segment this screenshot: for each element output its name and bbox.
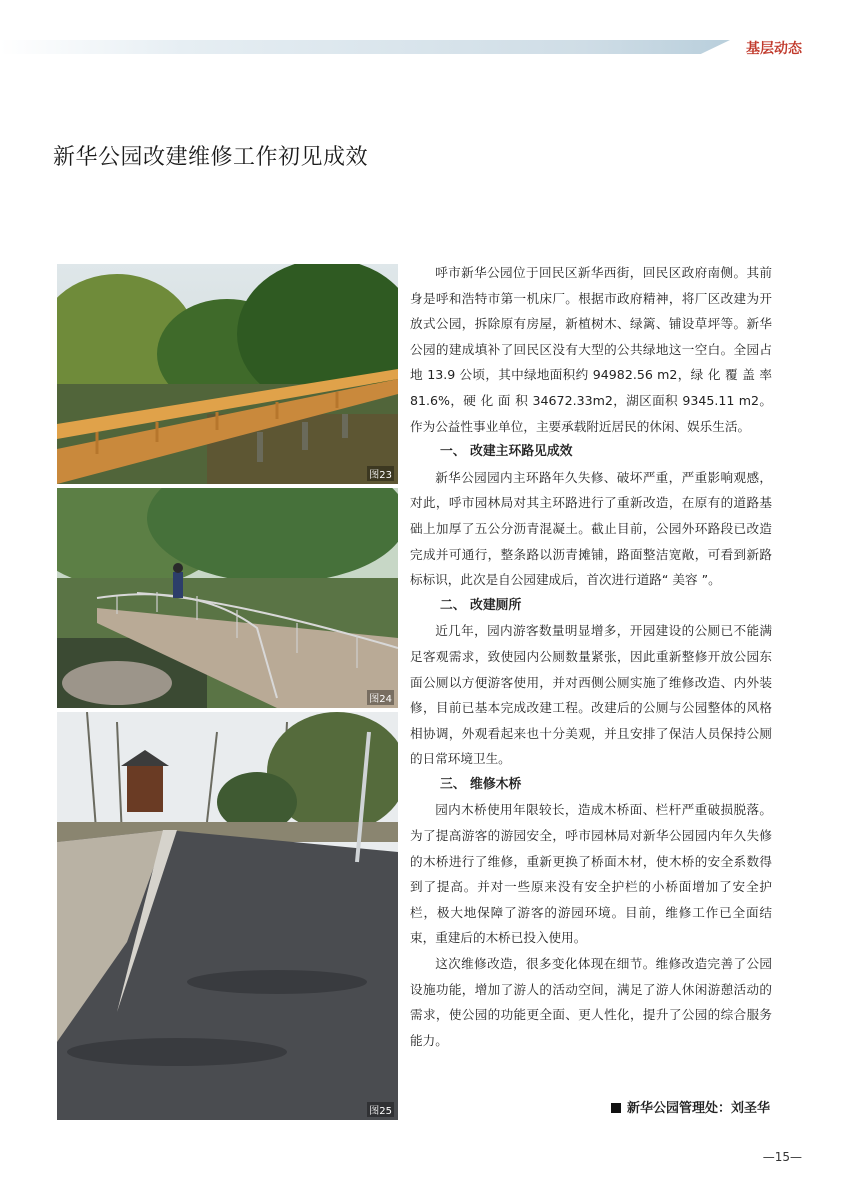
photo-stone-bridge: [57, 488, 398, 708]
paragraph-road: 新华公园园内主环路年久失修、破坏严重，严重影响观感，对此，呼市园林局对其主环路进行了重新改造，在原有的道路基础上加厚了五公分沥青混凝土。截止目前，公园外环路段已改造完成并可通行，整条路以沥青摊铺，路面整洁宽敞，可看到新路标标识，此次是自公园建成后，首次进行道路“ 美容 ”。: [410, 469, 772, 588]
page-number: —15—: [762, 1150, 802, 1164]
paragraph-bridge: 园内木桥使用年限较长，造成木桥面、栏杆严重破损脱落。为了提高游客的游园安全，呼市园林局对新华公园园内年久失修的木桥进行了维修，重新更换了桥面木材，使木桥的安全系数得到了提高。并对一些原来没有安全护栏的小桥面增加了安全护栏，极大地保障了游客的游园环境。目前，维修工作已全面结束，重建后的木桥已投入使用。: [410, 802, 772, 946]
heading-section-2: 二、 改建厕所: [440, 597, 522, 613]
photo-asphalt-road: [57, 712, 398, 1120]
paragraph-toilet: 近几年，园内游客数量明显增多，开园建设的公厕已不能满足客观需求，致使园内公厕数量紧张，因此重新整修开放公园东面公厕以方便游客使用，并对西侧公厕实施了维修改造、内外装修，目前已基本完成改建工程。改建后的公厕与公园整体的风格相协调，外观看起来也十分美观，并且安排了保洁人员保持公厕的日常环境卫生。: [410, 623, 772, 767]
paragraph-summary: 这次维修改造，很多变化体现在细节。维修改造完善了公园设施功能，增加了游人的活动空间，满足了游人休闲游憩活动的需求，使公园的功能更全面、更人性化，提升了公园的综合服务能力。: [410, 956, 772, 1048]
heading-section-3: 三、 维修木桥: [440, 776, 522, 792]
article-body: [410, 260, 772, 1053]
photo-caption: 图23: [367, 466, 394, 481]
photo-caption: 图25: [367, 1102, 394, 1117]
square-bullet-icon: [611, 1103, 621, 1113]
author-name: 新华公园管理处：刘圣华: [626, 1101, 770, 1116]
section-label: 基层动态: [746, 41, 802, 57]
author-line: [611, 1097, 770, 1116]
heading-section-1: 一、 改建主环路见成效: [440, 444, 573, 460]
article-title: 新华公园改建维修工作初见成效: [53, 145, 369, 170]
header-decoration-bar: [0, 40, 730, 54]
paragraph-intro: 呼市新华公园位于回民区新华西街，回民区政府南侧。其前身是呼和浩特市第一机床厂。根据市政府精神，将厂区改建为开放式公园，拆除原有房屋，新植树木、绿篱、铺设草坪等。新华公园的建成填补了回民区没有大型的公共绿地这一空白。全园占地 13.9 公顷，其中绿地面积约 94982.56 m2，绿 化 覆 盖 率 81.6%，硬 化 面 积 34672.33m2，湖区面积 9345.11 m2。作为公益性事业单位，主要承载附近居民的休闲、娱乐生活。: [410, 265, 772, 434]
photo-caption: 图24: [367, 690, 394, 705]
photo-wooden-bridge: [57, 264, 398, 484]
